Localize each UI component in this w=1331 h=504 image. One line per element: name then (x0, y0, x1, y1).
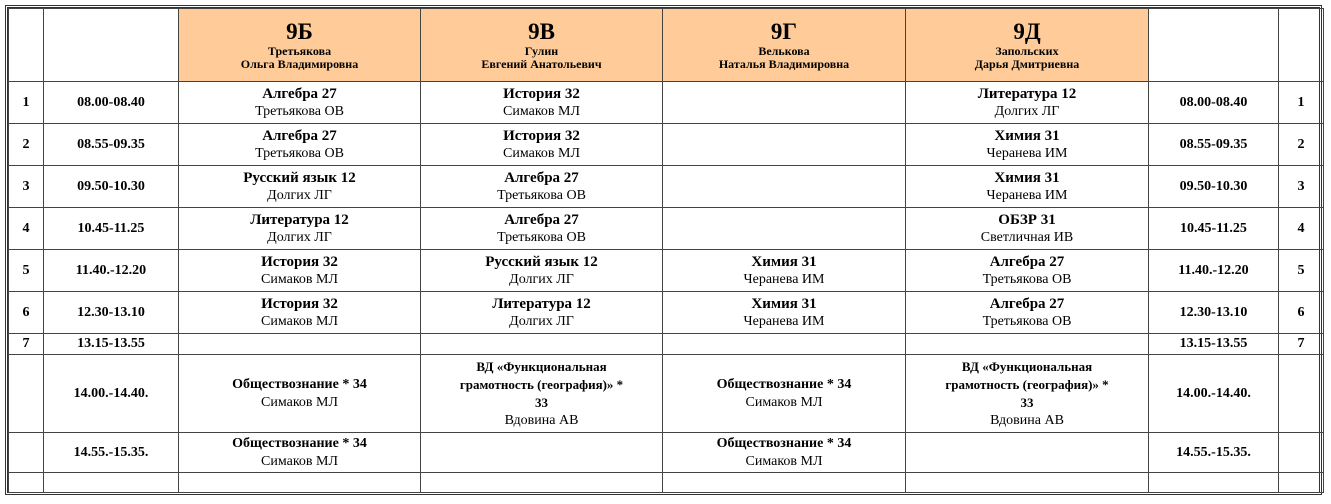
blank-cell (906, 473, 1149, 493)
lesson-cell (179, 292, 421, 334)
lesson-row (9, 334, 1324, 355)
subject-label: Алгебра 27 (989, 254, 1065, 270)
lesson-number: 5 (9, 250, 44, 292)
extra-cell (179, 355, 421, 433)
lesson-number-right: 1 (1279, 82, 1324, 124)
lesson-cell (663, 334, 906, 355)
lesson-row (9, 208, 1324, 250)
lesson-time-right: 10.45-11.25 (1149, 208, 1279, 250)
subject-line-3: 33 (1020, 395, 1034, 410)
extra-number-empty (9, 355, 44, 433)
lesson-number-right: 5 (1279, 250, 1324, 292)
teacher-label: Симаков МЛ (745, 395, 823, 410)
teacher-label: Черанева ИМ (743, 272, 825, 287)
subject-label: История 32 (261, 254, 338, 270)
lesson-row (9, 124, 1324, 166)
lesson-row (9, 166, 1324, 208)
lesson-cell (421, 124, 663, 166)
header-empty-num (9, 9, 44, 82)
lesson-time: 11.40.-12.20 (44, 250, 179, 292)
lesson-cell (906, 124, 1149, 166)
class-teacher-surname: Велькова (758, 44, 810, 58)
lesson-cell (421, 82, 663, 124)
lesson-number: 2 (9, 124, 44, 166)
lesson-time: 10.45-11.25 (44, 208, 179, 250)
subject-label: Литература 12 (492, 296, 591, 312)
lesson-cell (421, 250, 663, 292)
subject-label: Алгебра 27 (504, 212, 579, 228)
blank-row (9, 473, 1324, 493)
lesson-time: 13.15-13.55 (44, 334, 179, 355)
teacher-label: Третьякова ОВ (497, 230, 586, 245)
lesson-number-right: 4 (1279, 208, 1324, 250)
lesson-cell (663, 124, 906, 166)
teacher-label: Третьякова ОВ (982, 272, 1072, 287)
teacher-label: Долгих ЛГ (994, 104, 1060, 119)
lesson-cell (663, 292, 906, 334)
extra-cell (421, 355, 663, 433)
subject-label: Алгебра 27 (262, 128, 337, 144)
lesson-time-right: 08.55-09.35 (1149, 124, 1279, 166)
extra-time-right: 14.55.-15.35. (1149, 433, 1279, 473)
extra-cell (179, 433, 421, 473)
lesson-cell (179, 334, 421, 355)
teacher-label: Долгих ЛГ (509, 314, 574, 329)
lesson-number: 7 (9, 334, 44, 355)
lesson-number-right: 7 (1279, 334, 1324, 355)
subject-line-1: Обществознание * 34 (716, 436, 852, 451)
class-teacher-given: Ольга Владимировна (240, 57, 359, 71)
class-teacher-surname: Запольских (995, 44, 1059, 58)
extra-cell (663, 433, 906, 473)
class-name: 9Б (286, 19, 313, 44)
extra-number-right-empty (1279, 433, 1324, 473)
class-header-9d (906, 9, 1149, 82)
lesson-cell (421, 334, 663, 355)
class-teacher-surname: Третьякова (267, 44, 332, 58)
teacher-label: Симаков МЛ (745, 454, 823, 469)
subject-label: Химия 31 (751, 296, 817, 312)
lesson-row (9, 292, 1324, 334)
lesson-time-right: 13.15-13.55 (1149, 334, 1279, 355)
blank-cell (1279, 473, 1324, 493)
lesson-time: 12.30-13.10 (44, 292, 179, 334)
teacher-label: Симаков МЛ (261, 314, 338, 329)
lesson-cell (906, 208, 1149, 250)
lesson-cell (906, 292, 1149, 334)
lesson-time: 08.00-08.40 (44, 82, 179, 124)
lesson-cell (179, 166, 421, 208)
teacher-label: Симаков МЛ (261, 395, 338, 410)
lesson-cell (179, 250, 421, 292)
lesson-cell (421, 166, 663, 208)
extra-time: 14.55.-15.35. (44, 433, 179, 473)
lesson-cell (179, 208, 421, 250)
teacher-label: Третьякова ОВ (255, 104, 344, 119)
lesson-cell (179, 82, 421, 124)
lesson-cell (421, 208, 663, 250)
class-teacher-surname: Гулин (524, 44, 559, 58)
lesson-cell (421, 292, 663, 334)
lesson-cell (906, 250, 1149, 292)
blank-cell (9, 473, 44, 493)
class-teacher-given: Дарья Дмитриевна (974, 57, 1080, 71)
lesson-cell (663, 166, 906, 208)
lesson-number: 1 (9, 82, 44, 124)
header-empty-num-right (1279, 9, 1324, 82)
header-empty-time (44, 9, 179, 82)
subject-label: История 32 (261, 296, 338, 312)
teacher-label: Симаков МЛ (503, 146, 580, 161)
lesson-cell (906, 166, 1149, 208)
extra-cell (421, 433, 663, 473)
extra-number-empty (9, 433, 44, 473)
lesson-number: 6 (9, 292, 44, 334)
extra-time-right: 14.00.-14.40. (1149, 355, 1279, 433)
class-teacher-given: Наталья Владимировна (718, 57, 850, 71)
blank-cell (421, 473, 663, 493)
lesson-number: 4 (9, 208, 44, 250)
lesson-time-right: 12.30-13.10 (1149, 292, 1279, 334)
lesson-cell (906, 334, 1149, 355)
teacher-label: Симаков МЛ (503, 104, 580, 119)
class-header-9b (179, 9, 421, 82)
lesson-cell (663, 208, 906, 250)
teacher-label: Симаков МЛ (261, 454, 338, 469)
extra-number-right-empty (1279, 355, 1324, 433)
blank-cell (1149, 473, 1279, 493)
extra-row (9, 433, 1324, 473)
teacher-label: Долгих ЛГ (267, 188, 332, 203)
subject-label: История 32 (503, 128, 580, 144)
subject-label: Русский язык 12 (485, 254, 598, 270)
lesson-time-right: 08.00-08.40 (1149, 82, 1279, 124)
teacher-label: Черанева ИМ (986, 188, 1068, 203)
subject-label: История 32 (503, 86, 580, 102)
subject-label: Химия 31 (994, 170, 1060, 186)
extra-cell (906, 433, 1149, 473)
class-name: 9Д (1013, 19, 1041, 44)
lesson-number-right: 2 (1279, 124, 1324, 166)
teacher-label: Вдовина АВ (504, 413, 579, 428)
subject-label: Алгебра 27 (504, 170, 579, 186)
teacher-label: Светличная ИВ (980, 230, 1074, 245)
class-teacher-given: Евгений Анатольевич (481, 57, 602, 71)
lesson-time: 08.55-09.35 (44, 124, 179, 166)
subject-label: Литература 12 (977, 86, 1077, 102)
class-header-9v (421, 9, 663, 82)
class-header-9g (663, 9, 906, 82)
lesson-time: 09.50-10.30 (44, 166, 179, 208)
subject-line-1: ВД «Функциональная (476, 359, 607, 374)
teacher-label: Долгих ЛГ (509, 272, 574, 287)
subject-label: ОБЗР 31 (998, 212, 1056, 228)
header-empty-time-right (1149, 9, 1279, 82)
blank-cell (179, 473, 421, 493)
teacher-label: Вдовина АВ (990, 413, 1064, 428)
lesson-cell (663, 250, 906, 292)
extra-row (9, 355, 1324, 433)
teacher-label: Долгих ЛГ (267, 230, 332, 245)
extra-cell (663, 355, 906, 433)
extra-time: 14.00.-14.40. (44, 355, 179, 433)
extra-cell (906, 355, 1149, 433)
lesson-cell (663, 82, 906, 124)
subject-line-1: Обществознание * 34 (232, 436, 367, 451)
lesson-number: 3 (9, 166, 44, 208)
subject-label: Литература 12 (250, 212, 349, 228)
lesson-cell (906, 82, 1149, 124)
blank-cell (44, 473, 179, 493)
subject-line-3: 33 (535, 395, 548, 410)
lesson-row (9, 250, 1324, 292)
lesson-row (9, 82, 1324, 124)
lesson-time-right: 11.40.-12.20 (1149, 250, 1279, 292)
teacher-label: Третьякова ОВ (982, 314, 1072, 329)
teacher-label: Третьякова ОВ (497, 188, 586, 203)
subject-label: Химия 31 (994, 128, 1060, 144)
blank-cell (663, 473, 906, 493)
lesson-time-right: 09.50-10.30 (1149, 166, 1279, 208)
subject-line-1: ВД «Функциональная (961, 359, 1093, 374)
subject-label: Алгебра 27 (989, 296, 1065, 312)
header-row (9, 9, 1324, 82)
subject-line-1: Обществознание * 34 (716, 377, 852, 392)
subject-label: Химия 31 (751, 254, 817, 270)
subject-line-1: Обществознание * 34 (232, 377, 367, 392)
class-name: 9В (528, 19, 555, 44)
teacher-label: Черанева ИМ (743, 314, 825, 329)
lesson-number-right: 6 (1279, 292, 1324, 334)
teacher-label: Симаков МЛ (261, 272, 338, 287)
lesson-cell (179, 124, 421, 166)
teacher-label: Черанева ИМ (986, 146, 1068, 161)
lesson-number-right: 3 (1279, 166, 1324, 208)
subject-label: Русский язык 12 (243, 170, 356, 186)
subject-line-2: грамотность (география)» * (945, 377, 1109, 392)
teacher-label: Третьякова ОВ (255, 146, 344, 161)
schedule-table (8, 8, 1324, 493)
subject-label: Алгебра 27 (262, 86, 337, 102)
class-name: 9Г (770, 19, 798, 44)
subject-line-2: грамотность (география)» * (459, 377, 624, 392)
